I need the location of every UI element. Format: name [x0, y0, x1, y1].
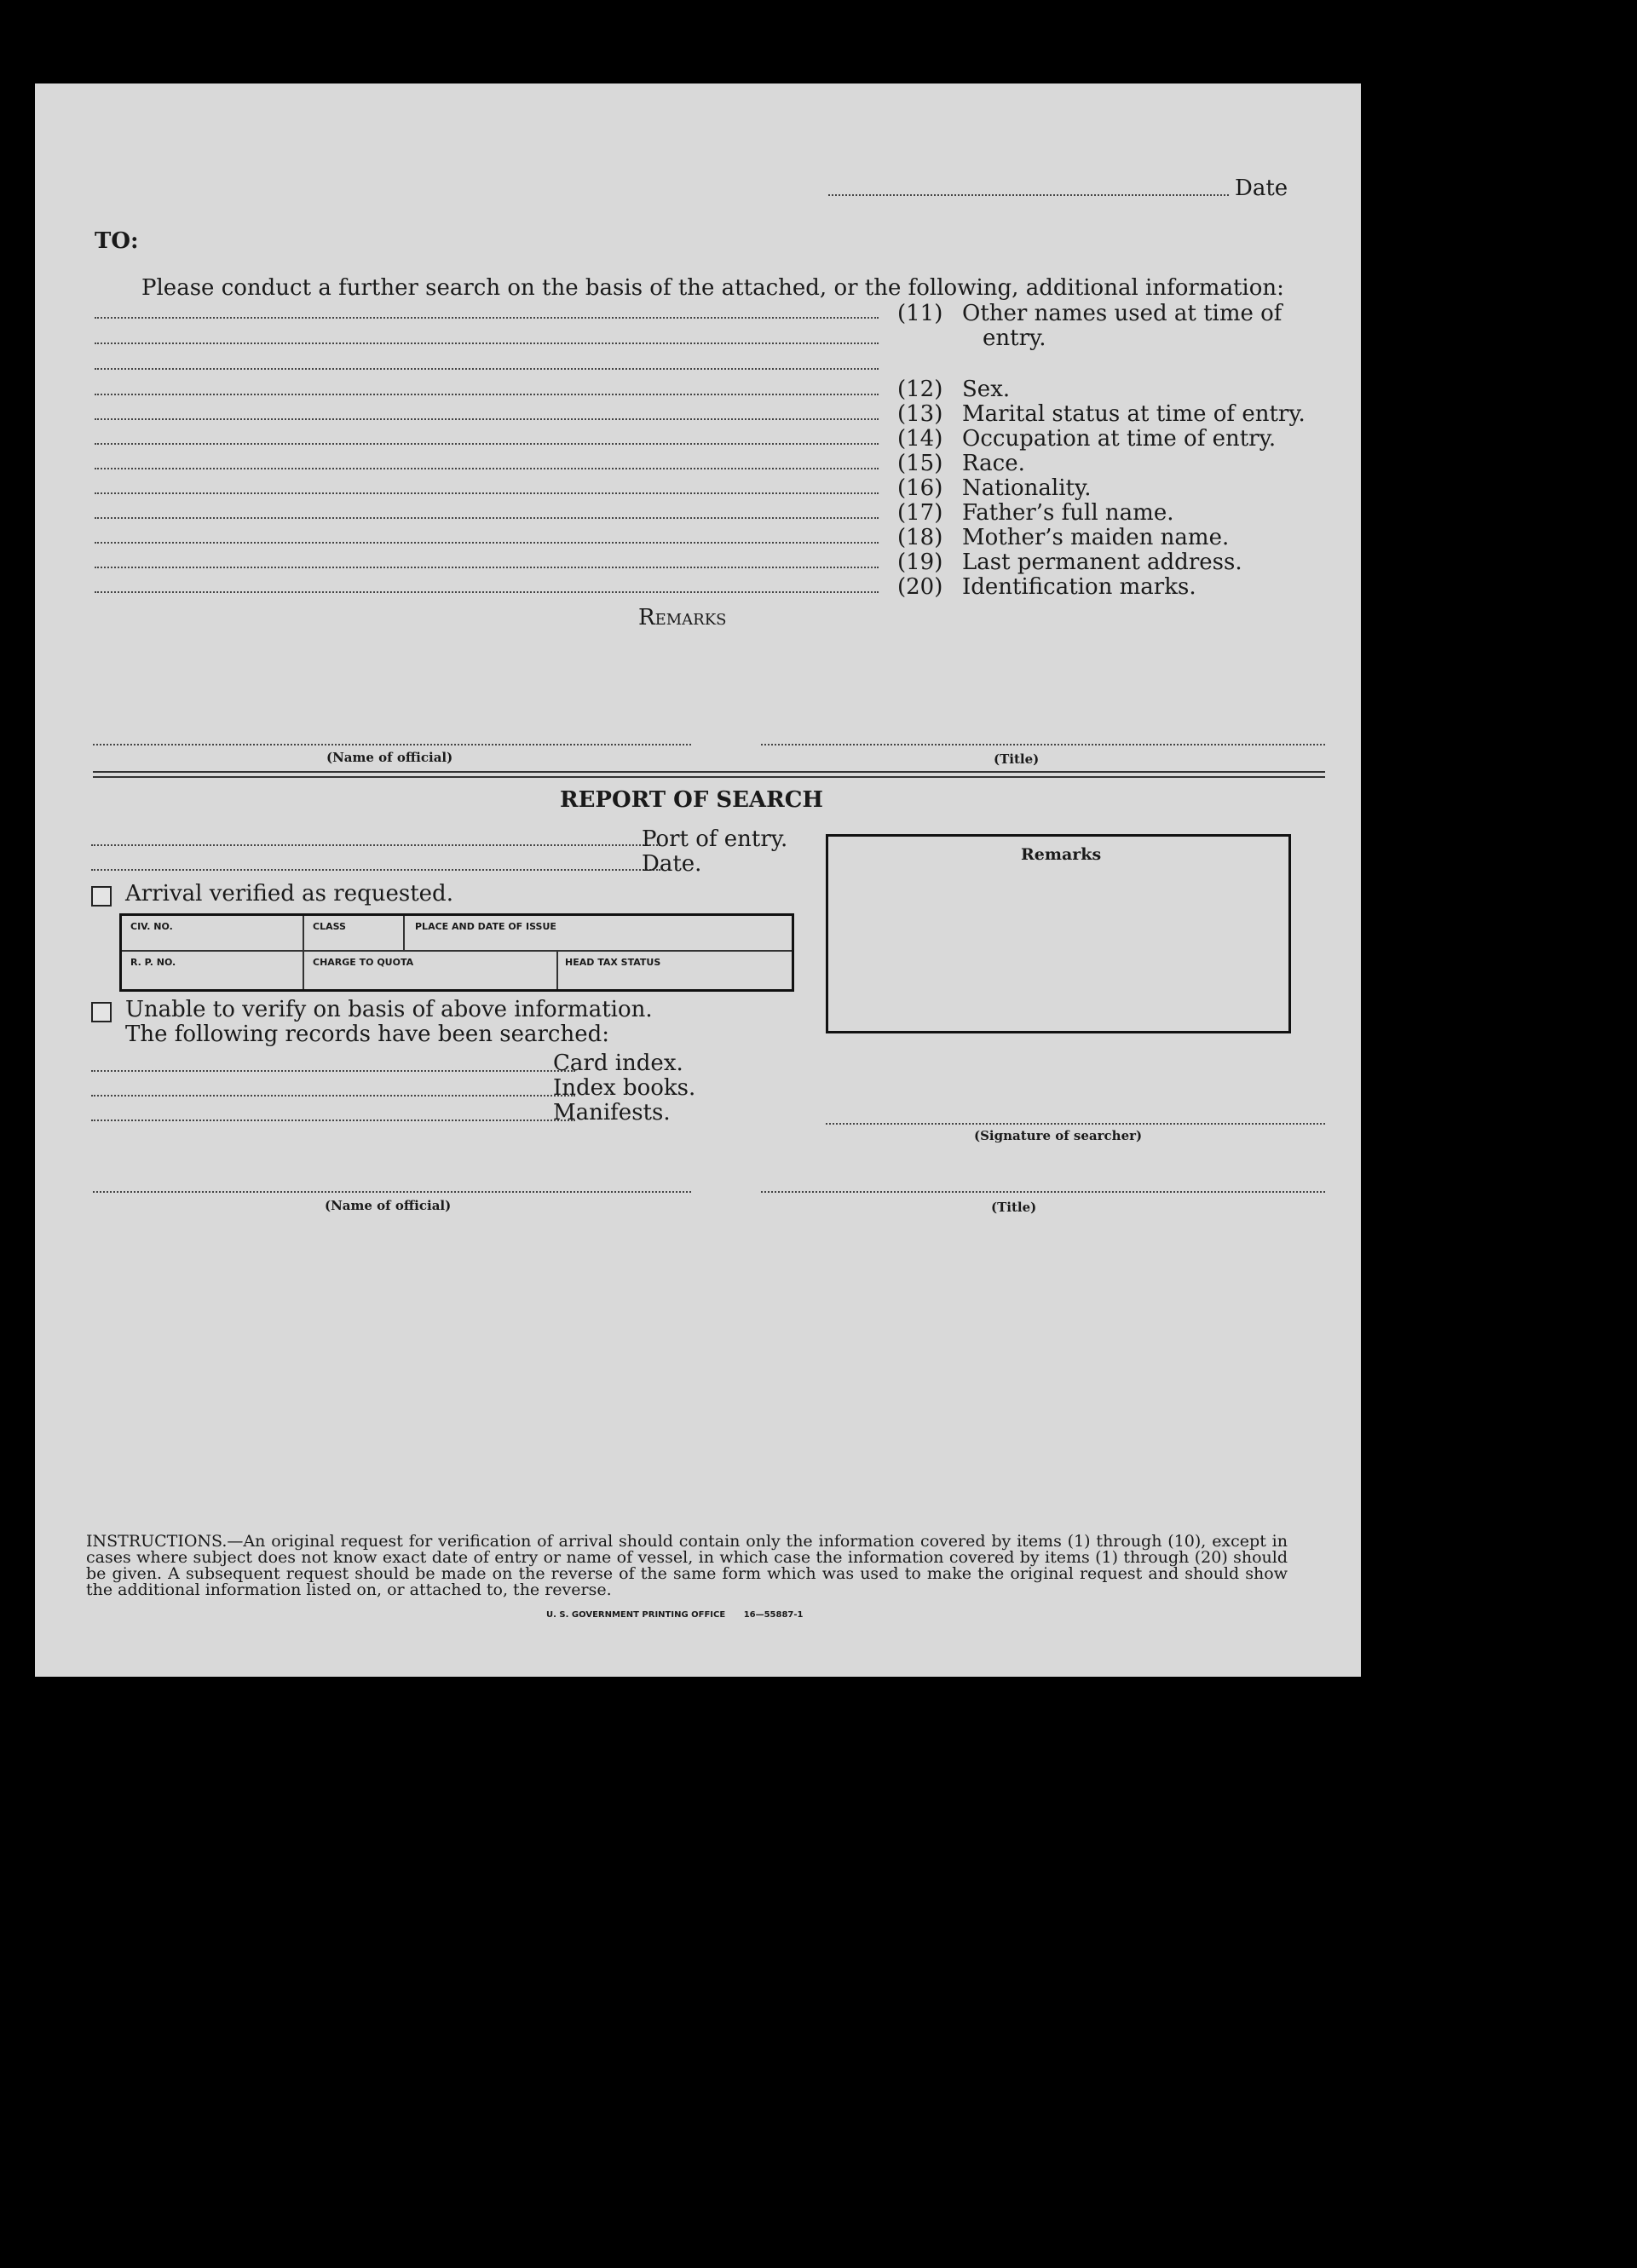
date-label: Date — [1235, 176, 1288, 201]
arrival-verified-checkbox[interactable] — [91, 886, 112, 907]
footer — [546, 1610, 804, 1620]
form-code: 16—55887-1 — [743, 1610, 804, 1620]
item-label: Other names used at time of — [962, 301, 1283, 326]
item-label: Last permanent address. — [962, 550, 1242, 575]
report-official-caption: (Name of official) — [325, 1198, 452, 1213]
searcher-signature-caption: (Signature of searcher) — [974, 1128, 1143, 1143]
request-item — [897, 500, 1173, 526]
unable-to-verify-checkbox[interactable] — [91, 1002, 112, 1022]
item-number: (12) — [897, 377, 943, 402]
entry-line — [95, 542, 879, 544]
item-number: (14) — [897, 426, 943, 452]
item-label: Race. — [962, 451, 1025, 476]
class-header: CLASS — [313, 921, 346, 932]
request-item — [897, 377, 1010, 402]
request-item — [897, 574, 1196, 600]
report-date-line — [91, 869, 660, 871]
request-item — [897, 301, 1282, 326]
request-item — [897, 475, 1092, 501]
records-searched-label: The following records have been searched: — [125, 1022, 610, 1047]
entry-line — [95, 343, 879, 344]
printer-imprint: U. S. GOVERNMENT PRINTING OFFICE — [546, 1610, 726, 1620]
entry-line — [95, 567, 879, 568]
unable-to-verify-label: Unable to verify on basis of above information. — [125, 997, 653, 1022]
port-of-entry-label: Port of entry. — [642, 826, 788, 852]
item-number: (19) — [897, 550, 943, 575]
records-line — [91, 1095, 575, 1097]
item-label: Nationality. — [962, 475, 1092, 501]
item-number: (13) — [897, 401, 943, 427]
entry-line — [95, 317, 879, 319]
request-item — [897, 401, 1306, 427]
report-date-label: Date. — [642, 851, 702, 877]
request-item — [897, 426, 1276, 452]
request-item — [897, 451, 1025, 476]
remarks-box-label: Remarks — [1021, 845, 1102, 864]
entry-line — [95, 591, 879, 593]
verification-table — [119, 913, 794, 992]
item-label: Father’s full name. — [962, 500, 1174, 526]
item-label: Occupation at time of entry. — [962, 426, 1277, 452]
report-title-line — [761, 1191, 1325, 1193]
item-continuation: entry. — [983, 325, 1046, 351]
head-tax-status-header: HEAD TAX STATUS — [565, 957, 661, 968]
record-item: Manifests. — [553, 1100, 671, 1125]
instructions-text: INSTRUCTIONS.—An original request for verification of arrival should contain only the information covered by items (1) through (10), except in cases where subject does not know exact date of entry or name of vessel, in which case the information covered by items (1) through (20) should be given. A subsequent request should be made on the reverse of the same form which was used to make the original request and should show the additional information listed on, or attached to, the reverse. — [86, 1532, 1288, 1599]
section-divider — [93, 771, 1325, 773]
item-label: Sex. — [962, 377, 1011, 402]
civ-no-header: CIV. NO. — [130, 921, 173, 932]
charge-to-quota-header: CHARGE TO QUOTA — [313, 957, 414, 968]
form-page — [35, 83, 1361, 1677]
records-line — [91, 1070, 575, 1072]
remarks-box — [826, 834, 1291, 1033]
item-number: (20) — [897, 574, 943, 600]
entry-line — [95, 368, 879, 370]
to-label: TO: — [95, 228, 139, 254]
official-name-line — [93, 744, 691, 745]
request-intro: Please conduct a further search on the basis of the attached, or the following, additional information: — [141, 275, 1284, 301]
item-label: Mother’s maiden name. — [962, 525, 1230, 550]
entry-line — [95, 517, 879, 519]
request-item — [897, 550, 1242, 575]
item-label: Identification marks. — [962, 574, 1196, 600]
date-line — [828, 194, 1229, 196]
section-divider — [93, 776, 1325, 778]
remarks-heading: Remarks — [638, 605, 727, 630]
port-line — [91, 844, 660, 846]
entry-line — [95, 492, 879, 494]
item-number: (15) — [897, 451, 943, 476]
place-date-issue-header: PLACE AND DATE OF ISSUE — [415, 921, 556, 932]
arrival-verified-label: Arrival verified as requested. — [125, 881, 453, 907]
entry-line — [95, 394, 879, 395]
item-number: (17) — [897, 500, 943, 526]
item-number: (16) — [897, 475, 943, 501]
item-number: (18) — [897, 525, 943, 550]
record-item: Card index. — [553, 1051, 683, 1076]
records-line — [91, 1120, 575, 1121]
official-title-line — [761, 744, 1325, 745]
request-item — [897, 525, 1229, 550]
item-number: (11) — [897, 301, 943, 326]
official-title-caption: (Title) — [994, 751, 1040, 767]
searcher-signature-line — [826, 1123, 1325, 1125]
report-title-caption: (Title) — [991, 1200, 1037, 1215]
entry-line — [95, 443, 879, 445]
report-heading: REPORT OF SEARCH — [560, 787, 823, 813]
entry-line — [95, 468, 879, 469]
report-official-line — [93, 1191, 691, 1193]
official-name-caption: (Name of official) — [326, 750, 453, 765]
item-label: Marital status at time of entry. — [962, 401, 1306, 427]
rp-no-header: R. P. NO. — [130, 957, 176, 968]
record-item: Index books. — [553, 1075, 696, 1101]
entry-line — [95, 418, 879, 420]
